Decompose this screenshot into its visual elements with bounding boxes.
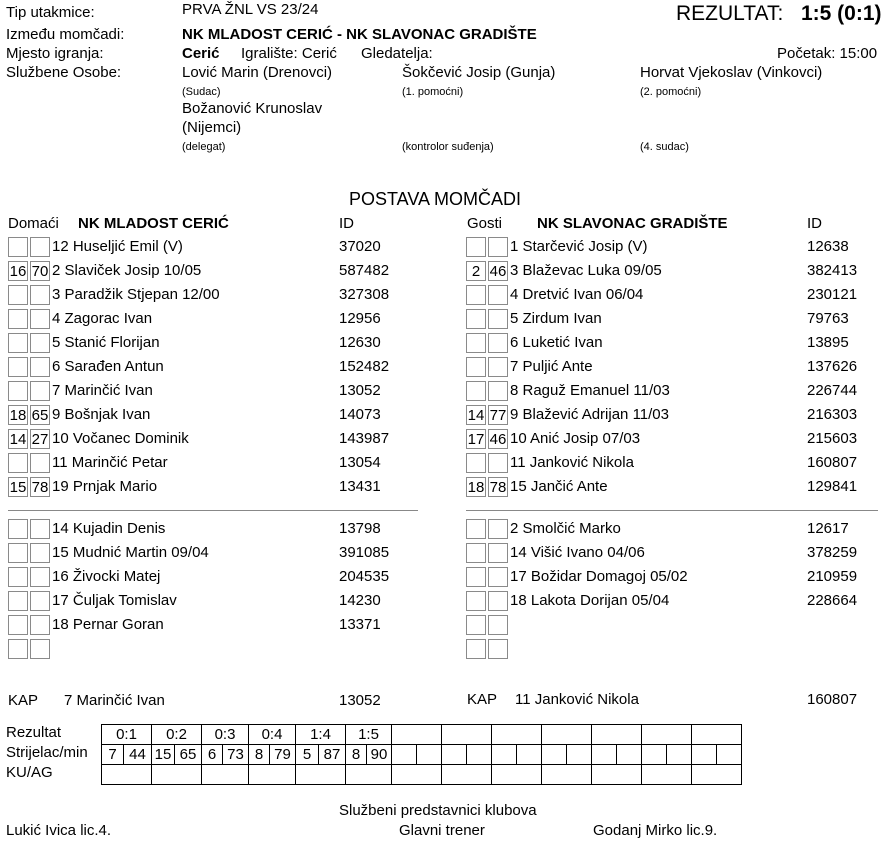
scorer-cell: 90 [367, 745, 392, 765]
sub-box-in [8, 285, 28, 305]
player-id: 216303 [807, 406, 858, 423]
sub-box-in [466, 567, 486, 587]
sub-player-id: 13798 [339, 520, 381, 537]
sub-box-minute [488, 237, 508, 257]
player-id: 37020 [339, 238, 381, 255]
kuag-cell [492, 765, 542, 785]
scorer-cell-empty [542, 745, 567, 765]
player-name: 9 Blažević Adrijan 11/03 [510, 406, 669, 423]
sub-box-minute [30, 453, 50, 473]
pomocni1-name: Šokčević Josip (Gunja) [402, 64, 556, 81]
sub-box-in [8, 615, 28, 635]
sub-box-in [466, 591, 486, 611]
scorer-cell-empty [442, 745, 467, 765]
sub-box-in [466, 309, 486, 329]
sub-box-minute: 77 [489, 407, 507, 424]
sub-box-minute [488, 357, 508, 377]
sub-box-minute [488, 333, 508, 353]
izmedu-label: Između momčadi: [6, 26, 125, 43]
player-id: 12956 [339, 310, 381, 327]
scorer-cell: 5 [296, 745, 319, 765]
sub-box-minute [488, 519, 508, 539]
scorer-cell-empty [467, 745, 492, 765]
pomocni2-role: (2. pomoćni) [640, 86, 702, 98]
player-id: 152482 [339, 358, 390, 375]
sub-box-minute [30, 309, 50, 329]
result-cell-empty [492, 725, 542, 745]
sub-player-id: 210959 [807, 568, 858, 585]
sub-box-minute: 70 [31, 263, 49, 280]
scorer-cell-empty [392, 745, 417, 765]
away-divider [466, 510, 878, 511]
result-cell: 0:4 [249, 725, 296, 745]
sub-box-minute [488, 615, 508, 635]
player-id: 215603 [807, 430, 858, 447]
pomocni1-role: (1. pomoćni) [402, 86, 464, 98]
home-kap-label: KAP [8, 692, 39, 709]
sub-player-name: 14 Višić Ivano 04/06 [510, 544, 645, 561]
player-id: 143987 [339, 430, 390, 447]
sub-box-in: 17 [467, 431, 485, 448]
sub-player-name: 17 Čuljak Tomislav [52, 592, 177, 609]
kuag-cell [642, 765, 692, 785]
sub-box-in [466, 615, 486, 635]
scorer-cell: 8 [249, 745, 270, 765]
away-id-header: ID [807, 215, 822, 232]
sudac-role: (Sudac) [182, 86, 221, 98]
away-label: Gosti [467, 215, 503, 232]
player-name: 10 Anić Josip 07/03 [510, 430, 641, 447]
scorer-cell: 73 [223, 745, 249, 765]
away-kap-label: KAP [467, 691, 498, 708]
sub-box-in [466, 237, 486, 257]
home-divider [8, 510, 418, 511]
predstavnici-heading: Službeni predstavnici klubova [339, 802, 537, 819]
sub-box-in: 18 [467, 479, 485, 496]
player-name: 19 Prnjak Mario [52, 478, 158, 495]
scorer-cell: 79 [270, 745, 296, 765]
scorer-cell: 15 [152, 745, 175, 765]
sub-box-minute [488, 453, 508, 473]
player-id: 13054 [339, 454, 381, 471]
kuag-cell [152, 765, 202, 785]
scorer-cell: 7 [102, 745, 124, 765]
sub-box-in [466, 543, 486, 563]
home-label: Domaći [8, 215, 59, 232]
sub-box-in [8, 519, 28, 539]
home-id-header: ID [339, 215, 354, 232]
sub-box-in [8, 309, 28, 329]
sub-box-minute [488, 591, 508, 611]
player-id: 327308 [339, 286, 390, 303]
player-name: 3 Blaževac Luka 09/05 [510, 262, 662, 279]
scorer-cell-empty [567, 745, 592, 765]
sub-box-minute [488, 381, 508, 401]
result-cell: 0:1 [102, 725, 152, 745]
scorer-cell-empty [492, 745, 517, 765]
sub-box-in [466, 519, 486, 539]
sub-box-in: 14 [467, 407, 485, 424]
away-kap-id: 160807 [807, 691, 858, 708]
sub-player-id: 12617 [807, 520, 849, 537]
sub-box-minute [30, 615, 50, 635]
player-id: 14073 [339, 406, 381, 423]
player-name: 7 Puljić Ante [510, 358, 593, 375]
sub-box-in [466, 381, 486, 401]
sub-box-in [466, 357, 486, 377]
kuag-cell [542, 765, 592, 785]
sub-box-in: 14 [9, 431, 27, 448]
scorer-cell-empty [592, 745, 617, 765]
player-id: 587482 [339, 262, 390, 279]
result-cell-empty [592, 725, 642, 745]
player-id: 13895 [807, 334, 849, 351]
result-cell: 0:3 [202, 725, 249, 745]
sub-box-in [8, 543, 28, 563]
sub-player-name: 15 Mudnić Martin 09/04 [52, 544, 209, 561]
sub-box-in [8, 591, 28, 611]
sub-box-minute [488, 543, 508, 563]
sub-box-minute [30, 591, 50, 611]
scorer-cell: 87 [319, 745, 346, 765]
sub-box-minute [488, 309, 508, 329]
sub-box-minute [30, 567, 50, 587]
away-team-name: NK SLAVONAC GRADIŠTE [537, 215, 728, 232]
player-name: 7 Marinčić Ivan [52, 382, 153, 399]
result-label: REZULTAT: [676, 2, 784, 25]
player-id: 226744 [807, 382, 858, 399]
sub-player-id: 14230 [339, 592, 381, 609]
player-name: 6 Sarađen Antun [52, 358, 164, 375]
sub-box-in: 16 [9, 263, 27, 280]
player-id: 79763 [807, 310, 849, 327]
glavni-trener-label: Glavni trener [399, 822, 485, 839]
sub-player-name: 17 Božidar Domagoj 05/02 [510, 568, 688, 585]
kontrolor-role: (kontrolor suđenja) [402, 141, 494, 153]
scorer-cell-empty [642, 745, 667, 765]
lineup-title: POSTAVA MOMČADI [349, 189, 522, 209]
sub-box-minute: 78 [489, 479, 507, 496]
sub-box-minute: 46 [489, 431, 507, 448]
result-cell-empty [392, 725, 442, 745]
sub-box-in [466, 639, 486, 659]
sub-box-minute [30, 519, 50, 539]
player-id: 129841 [807, 478, 858, 495]
result-cell-empty [442, 725, 492, 745]
sub-box-in [466, 333, 486, 353]
scorer-cell: 44 [124, 745, 152, 765]
home-kap-id: 13052 [339, 692, 381, 709]
sub-box-minute [488, 285, 508, 305]
home-kap-player: 7 Marinčić Ivan [64, 692, 165, 709]
sub-box-in [8, 639, 28, 659]
sub-box-in [8, 381, 28, 401]
sub-box-in: 15 [9, 479, 27, 496]
player-name: 8 Raguž Emanuel 11/03 [510, 382, 670, 399]
away-representative: Godanj Mirko lic.9. [593, 822, 718, 839]
sub-box-minute [488, 567, 508, 587]
result-cell: 1:4 [296, 725, 346, 745]
sub-player-id: 378259 [807, 544, 858, 561]
player-name: 4 Zagorac Ivan [52, 310, 153, 327]
player-name: 3 Paradžik Stjepan 12/00 [52, 286, 220, 303]
sub-box-in [8, 237, 28, 257]
pocetak: Početak: 15:00 [777, 45, 878, 62]
player-id: 160807 [807, 454, 858, 471]
sub-box-in [8, 357, 28, 377]
player-name: 15 Jančić Ante [510, 478, 608, 495]
player-name: 4 Dretvić Ivan 06/04 [510, 286, 644, 303]
kuag-cell [392, 765, 442, 785]
scorer-cell-empty [617, 745, 642, 765]
sub-player-name: 18 Lakota Dorijan 05/04 [510, 592, 670, 609]
result-cell-empty [692, 725, 742, 745]
delegat-name: Božanović Krunoslav [182, 100, 323, 117]
scorer-cell-empty [717, 745, 742, 765]
kuag-cell [442, 765, 492, 785]
player-name: 5 Zirdum Ivan [510, 310, 602, 327]
rezultat-label: Rezultat [6, 724, 62, 741]
tip-utakmice-value: PRVA ŽNL VS 23/24 [182, 1, 319, 18]
sub-box-in [466, 453, 486, 473]
strijelac-label: Strijelac/min [6, 744, 88, 761]
sub-box-in [8, 567, 28, 587]
player-id: 12638 [807, 238, 849, 255]
home-team-name: NK MLADOST CERIĆ [78, 215, 229, 232]
scorer-cell: 65 [175, 745, 202, 765]
player-name: 11 Marinčić Petar [52, 454, 168, 471]
sub-box-minute [30, 639, 50, 659]
kuag-cell [692, 765, 742, 785]
sudac4-role: (4. sudac) [640, 141, 689, 153]
sub-player-id: 13371 [339, 616, 381, 633]
sub-player-id: 391085 [339, 544, 390, 561]
scorer-cell-empty [667, 745, 692, 765]
sub-player-name: 18 Pernar Goran [52, 616, 164, 633]
away-kap-player: 11 Janković Nikola [515, 691, 639, 708]
delegat-town: (Nijemci) [182, 119, 242, 136]
scorer-cell-empty [517, 745, 542, 765]
result-cell: 1:5 [346, 725, 392, 745]
player-id: 137626 [807, 358, 858, 375]
match-teams: NK MLADOST CERIĆ - NK SLAVONAC GRADIŠTE [182, 26, 537, 43]
home-representative: Lukić Ivica lic.4. [6, 822, 112, 839]
player-id: 230121 [807, 286, 858, 303]
sub-box-minute: 27 [31, 431, 49, 448]
scorer-cell-empty [417, 745, 442, 765]
gledatelja-label: Gledatelja: [361, 45, 433, 62]
igraliste-label: Igralište: Cerić [241, 45, 337, 62]
kuag-cell [592, 765, 642, 785]
sub-box-minute [30, 237, 50, 257]
kuag-cell [249, 765, 296, 785]
player-name: 1 Starčević Josip (V) [510, 238, 648, 255]
sub-box-in [8, 453, 28, 473]
player-name: 12 Huseljić Emil (V) [52, 238, 183, 255]
tip-utakmice-label: Tip utakmice: [6, 4, 95, 21]
player-name: 6 Luketić Ivan [510, 334, 603, 351]
sub-box-in: 2 [466, 261, 486, 281]
mjesto-label: Mjesto igranja: [6, 45, 104, 62]
player-id: 12630 [339, 334, 381, 351]
sub-player-name: 14 Kujadin Denis [52, 520, 166, 537]
sudac-name: Lović Marin (Drenovci) [182, 64, 333, 81]
sub-player-id: 204535 [339, 568, 390, 585]
sub-box-minute [30, 357, 50, 377]
player-name: 5 Stanić Florijan [52, 334, 160, 351]
sub-box-in: 18 [9, 407, 27, 424]
osobe-label: Službene Osobe: [6, 64, 122, 81]
kuag-cell [102, 765, 152, 785]
sub-box-minute: 78 [31, 479, 49, 496]
sub-player-name: 2 Smolčić Marko [510, 520, 621, 537]
sub-box-minute [30, 381, 50, 401]
sub-box-minute: 65 [31, 407, 49, 424]
player-id: 13431 [339, 478, 381, 495]
result-cell-empty [642, 725, 692, 745]
sub-box-in [8, 333, 28, 353]
kuag-cell [346, 765, 392, 785]
player-id: 13052 [339, 382, 381, 399]
sub-box-minute [30, 333, 50, 353]
pomocni2-name: Horvat Vjekoslav (Vinkovci) [640, 64, 823, 81]
kuag-label: KU/AG [6, 764, 53, 781]
result-value: 1:5 (0:1) [801, 2, 882, 25]
result-cell-empty [542, 725, 592, 745]
sub-player-id: 228664 [807, 592, 858, 609]
kuag-cell [202, 765, 249, 785]
scorer-cell: 6 [202, 745, 223, 765]
player-name: 11 Janković Nikola [510, 454, 634, 471]
kuag-cell [296, 765, 346, 785]
player-name: 9 Bošnjak Ivan [52, 406, 151, 423]
sub-player-name: 16 Živocki Matej [52, 568, 161, 585]
sub-box-minute [488, 639, 508, 659]
delegat-role: (delegat) [182, 141, 226, 153]
scorer-cell: 8 [346, 745, 367, 765]
sub-box-minute: 46 [489, 263, 507, 280]
score-grid [101, 724, 742, 785]
player-id: 382413 [807, 262, 858, 279]
mjesto-value: Cerić [182, 45, 220, 62]
sub-box-in [466, 285, 486, 305]
player-name: 10 Vočanec Dominik [52, 430, 189, 447]
sub-box-minute [30, 543, 50, 563]
result-cell: 0:2 [152, 725, 202, 745]
sub-box-minute [30, 285, 50, 305]
scorer-cell-empty [692, 745, 717, 765]
player-name: 2 Slaviček Josip 10/05 [52, 262, 202, 279]
